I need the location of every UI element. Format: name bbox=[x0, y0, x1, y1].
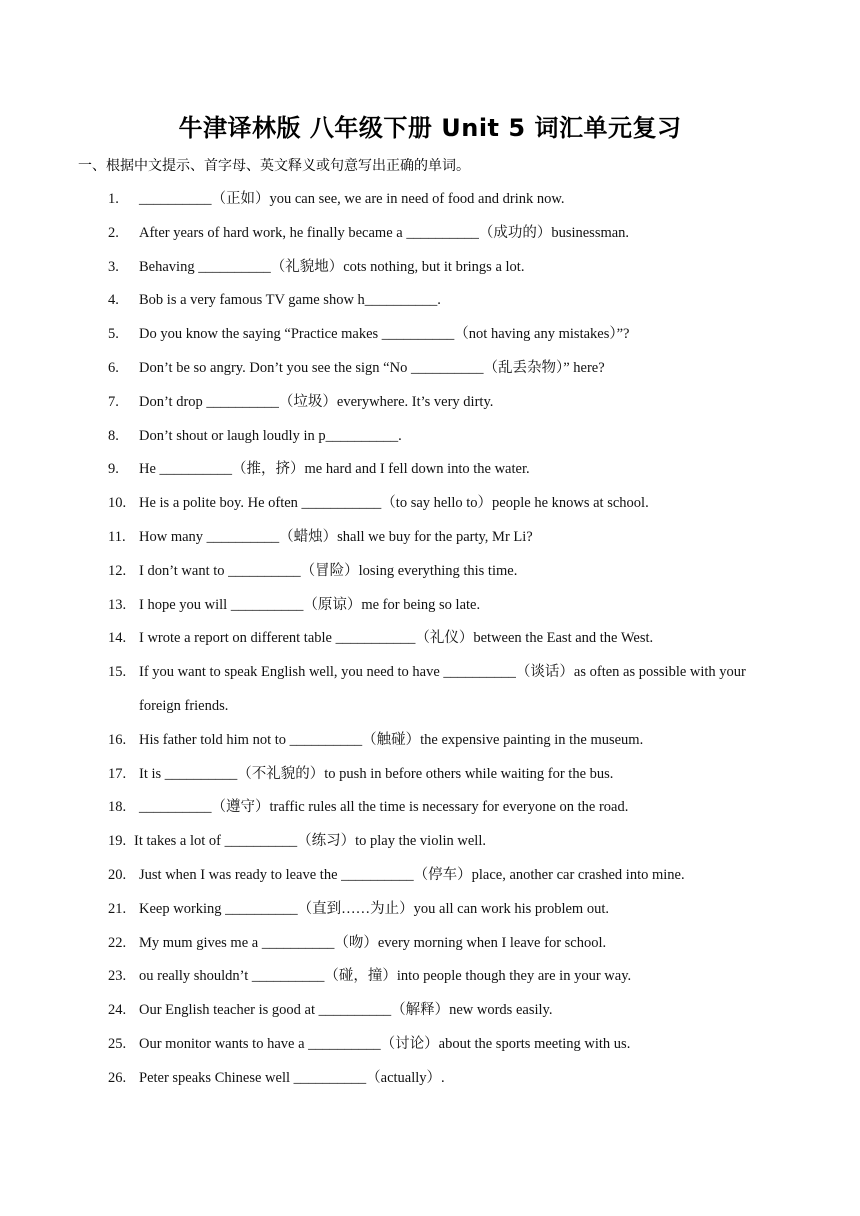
item-text: It takes a lot of __________（练习）to play the violin well. bbox=[134, 833, 486, 850]
item-number: 11. bbox=[108, 528, 126, 545]
list-item bbox=[0, 1062, 860, 1096]
item-text: It is __________（不礼貌的）to push in before others while waiting for the bus. bbox=[139, 765, 614, 782]
item-number: 8. bbox=[108, 427, 119, 444]
item-number: 25. bbox=[108, 1035, 127, 1052]
list-item bbox=[0, 724, 860, 758]
item-text: His father told him not to __________（触碰）the expensive painting in the museum. bbox=[139, 731, 644, 748]
list-item bbox=[0, 656, 860, 724]
list-item bbox=[0, 251, 860, 285]
list-item bbox=[0, 960, 860, 994]
item-number: 24. bbox=[108, 1002, 127, 1019]
item-number: 13. bbox=[108, 596, 127, 613]
item-number: 17. bbox=[108, 765, 127, 782]
item-text: I wrote a report on different table ___________（礼仪）between the East and the West. bbox=[139, 630, 654, 647]
item-number: 20. bbox=[108, 866, 127, 883]
item-number: 16. bbox=[108, 731, 127, 748]
item-number: 4. bbox=[108, 292, 119, 309]
item-number: 15. bbox=[108, 664, 127, 681]
item-number: 10. bbox=[108, 495, 127, 512]
item-number: 3. bbox=[108, 258, 119, 275]
item-text: ou really shouldn’t __________（碰，撞）into people though they are in your way. bbox=[139, 968, 632, 985]
item-number: 9. bbox=[108, 461, 119, 478]
item-text: Peter speaks Chinese well __________（actually）. bbox=[139, 1069, 445, 1086]
list-item bbox=[0, 927, 860, 961]
list-item bbox=[0, 994, 860, 1028]
item-text: If you want to speak English well, you need to have __________（谈话）as often as possible with your foreign friends. bbox=[139, 664, 746, 714]
list-item bbox=[0, 386, 860, 420]
list-item bbox=[0, 758, 860, 792]
list-item bbox=[0, 893, 860, 927]
item-number: 12. bbox=[108, 562, 127, 579]
item-text: Our monitor wants to have a __________（讨论）about the sports meeting with us. bbox=[139, 1035, 631, 1052]
list-item bbox=[0, 487, 860, 521]
item-number: 21. bbox=[108, 900, 127, 917]
item-text: Behaving __________（礼貌地）cots nothing, but it brings a lot. bbox=[139, 258, 525, 275]
item-text: I don’t want to __________（冒险）losing everything this time. bbox=[139, 562, 518, 579]
page-title: 牛津译林版 八年级下册 Unit 5 词汇单元复习 bbox=[178, 114, 682, 142]
item-text: I hope you will __________（原谅）me for being so late. bbox=[139, 596, 481, 613]
item-number: 18. bbox=[108, 799, 127, 816]
item-text: Don’t drop __________（垃圾）everywhere. It’s very dirty. bbox=[139, 393, 494, 410]
item-text: He __________（推，挤）me hard and I fell down into the water. bbox=[139, 461, 530, 478]
item-text: Don’t shout or laugh loudly in p__________. bbox=[139, 427, 402, 444]
list-item bbox=[0, 589, 860, 623]
item-number: 23. bbox=[108, 968, 127, 985]
item-text: Bob is a very famous TV game show h__________. bbox=[139, 292, 441, 309]
item-text: Do you know the saying “Practice makes __________（not having any mistakes）”? bbox=[139, 326, 630, 343]
item-text: __________（遵守）traffic rules all the time is necessary for everyone on the road. bbox=[139, 799, 629, 816]
list-item bbox=[0, 622, 860, 656]
item-number: 6. bbox=[108, 359, 119, 376]
list-item bbox=[0, 284, 860, 318]
section-heading: 一、根据中文提示、首字母、英文释义或句意写出正确的单词。 bbox=[78, 158, 470, 174]
list-item bbox=[0, 1028, 860, 1062]
list-item bbox=[0, 521, 860, 555]
item-text: Just when I was ready to leave the __________（停车）place, another car crashed into mine. bbox=[139, 866, 685, 883]
item-text: Don’t be so angry. Don’t you see the sign “No __________（乱丢杂物）” here? bbox=[139, 359, 605, 376]
item-text: My mum gives me a __________（吻）every morning when I leave for school. bbox=[139, 934, 607, 951]
item-text: After years of hard work, he finally became a __________（成功的）businessman. bbox=[139, 224, 630, 241]
item-number: 14. bbox=[108, 630, 127, 647]
item-text: __________（正如）you can see, we are in need of food and drink now. bbox=[139, 191, 565, 207]
item-text: He is a polite boy. He often ___________（to say hello to）people he knows at school. bbox=[139, 495, 649, 512]
question-list bbox=[0, 183, 860, 1096]
item-number: 19. bbox=[108, 833, 127, 850]
item-text: Keep working __________（直到……为止）you all can work his problem out. bbox=[139, 900, 609, 917]
item-number: 26. bbox=[108, 1069, 127, 1086]
list-item bbox=[0, 352, 860, 386]
list-item bbox=[0, 555, 860, 589]
list-item bbox=[0, 791, 860, 825]
list-item bbox=[0, 859, 860, 893]
item-number: 7. bbox=[108, 393, 119, 410]
item-text: How many __________（蜡烛）shall we buy for the party, Mr Li? bbox=[139, 528, 533, 545]
list-item bbox=[0, 825, 860, 859]
list-item bbox=[0, 217, 860, 251]
list-item bbox=[0, 183, 860, 217]
list-item bbox=[0, 453, 860, 487]
list-item bbox=[0, 420, 860, 454]
list-item bbox=[0, 318, 860, 352]
item-number: 1. bbox=[108, 191, 119, 207]
item-number: 2. bbox=[108, 224, 119, 241]
item-number: 22. bbox=[108, 934, 127, 951]
item-number: 5. bbox=[108, 326, 119, 343]
item-text: Our English teacher is good at __________（解释）new words easily. bbox=[139, 1002, 553, 1019]
